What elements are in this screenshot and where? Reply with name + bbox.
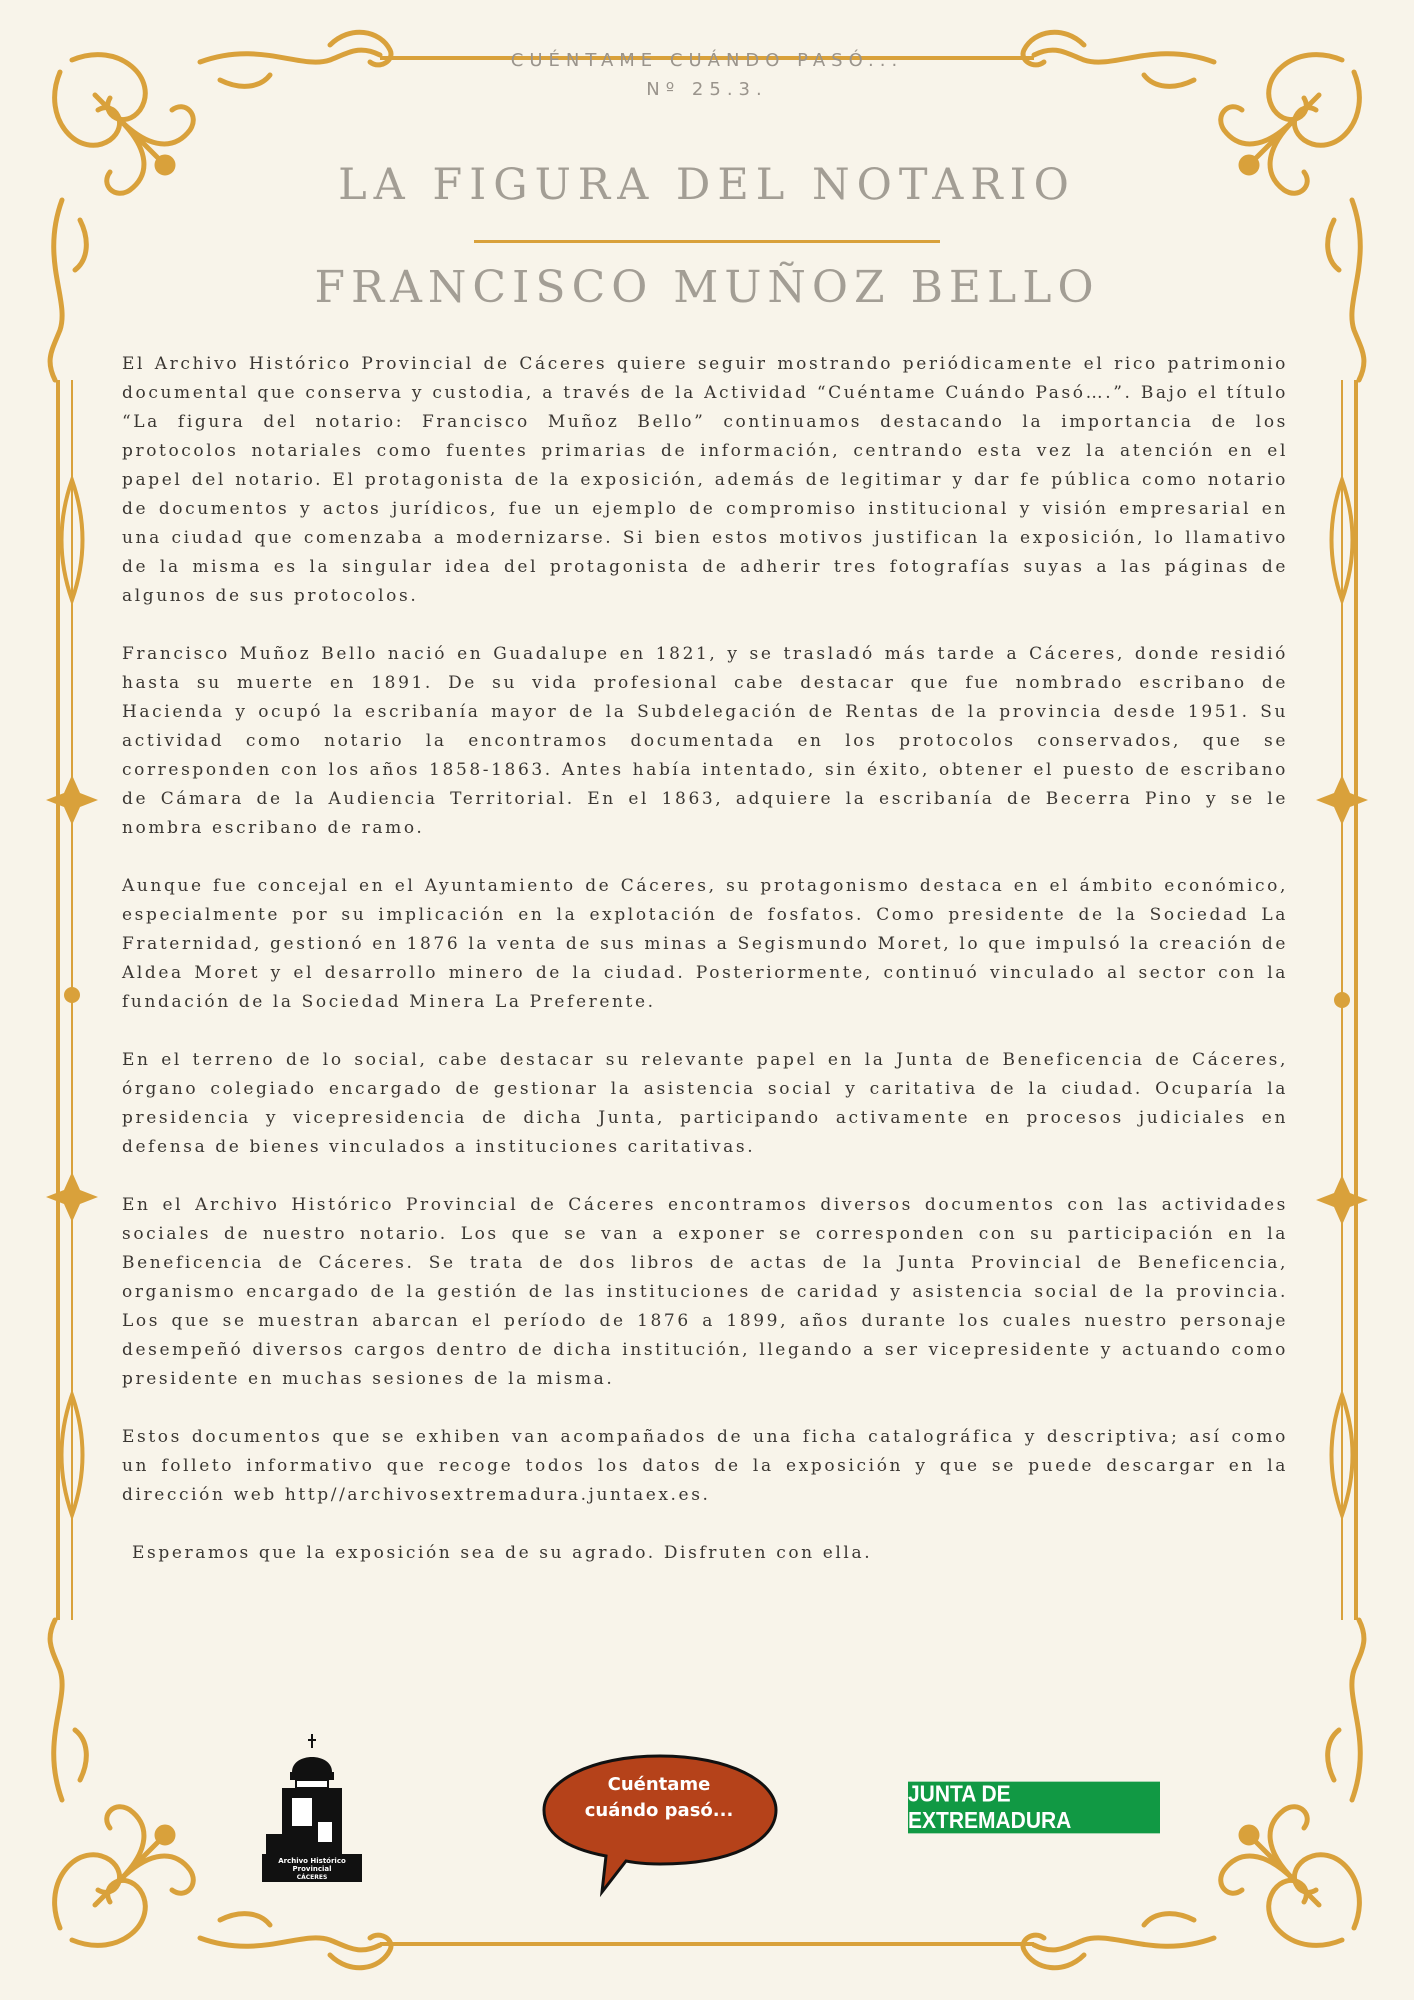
speech-bubble-text (543, 1772, 775, 1824)
junta-extremadura-logo: JUNTA DE EXTREMADURA (908, 1782, 1160, 1834)
archive-logo (262, 1734, 362, 1882)
page-title: LA FIGURA DEL NOTARIO (338, 160, 1076, 210)
archive-logo-line1: Archivo Histórico (278, 1857, 346, 1865)
paragraph-social: En el terreno de lo social, cabe destacar su relevante papel en la Junta de Beneficencia de Cáceres, órgano colegiado encargado de gestionar la asistencia social y caritativa de la ciudad. Ocuparía la presidencia y vicepresidencia de dicha Junta, participando activamente en procesos judiciales en defensa de bienes vinculados a instituciones caritativas. (122, 1050, 1288, 1157)
paragraph-documents: En el Archivo Histórico Provincial de Cáceres encontramos diversos documentos con las actividades sociales de nuestro notario. Los que se van a exponer se corresponden con su participación en la Beneficencia de Cáceres. Se trata de dos libros de actas de la Junta Provincial de Beneficencia, organismo encargado de la gestión de las instituciones de caridad y asistencia social de la provincia. Los que se muestran abarcan el período de 1876 a 1899, años durante los cuales nuestro personaje desempeñó diversos cargos dentro de dicha institución, llegando a ser vicepresidente y actuando como presidente en muchas sesiones de la misma. (122, 1195, 1288, 1389)
paragraph-intro: El Archivo Histórico Provincial de Cáceres quiere seguir mostrando periódicamente el rico patrimonio documental que conserva y custodia, a través de la Actividad “Cuéntame Cuándo Pasó….”. Bajo el título “La figura del notario: Francisco Muñoz Bello” continuamos destacando la importancia de los protocolos notariales como fuentes primarias de información, centrando esta vez la atención en el papel del notario. El protagonista de la exposición, además de legitimar y dar fe pública como notario de documentos y actos jurídicos, fue un ejemplo de compromiso institucional y visión empresarial en una ciudad que comenzaba a modernizarse. Si bien estos motivos justifican la exposición, lo llamativo de la misma es la singular idea del protagonista de adherir tres fotografías suyas a las páginas de algunos de sus protocolos. (122, 354, 1288, 606)
title-divider (474, 240, 940, 243)
series-number: Nº 25.3. (646, 79, 768, 100)
archive-logo-line3: CÁCERES (296, 1874, 328, 1881)
bubble-line-2: cuándo pasó... (584, 1800, 734, 1821)
page-subtitle: FRANCISCO MUÑOZ BELLO (314, 262, 1100, 313)
paragraph-exhibition: Estos documentos que se exhiben van acompañados de una ficha catalográfica y descriptiva; así como un folleto informativo que recoge todos los datos de la exposición y que se puede descargar en la dirección web http//archivosextremadura.juntaex.es. (122, 1427, 1288, 1505)
archive-logo-line2: Provincial (292, 1865, 332, 1873)
series-title: CUÉNTAME CUÁNDO PASÓ... (510, 50, 904, 71)
paragraph-biography: Francisco Muñoz Bello nació en Guadalupe en 1821, y se trasladó más tarde a Cáceres, donde residió hasta su muerte en 1891. De su vida profesional cabe destacar que fue nombrado escribano de Hacienda y ocupó la escribanía mayor de la Subdelegación de Rentas de la provincia desde 1951. Su actividad como notario la encontramos documentada en los protocolos conservados, que se corresponden con los años 1858-1863. Antes había intentado, sin éxito, obtener el puesto de escribano de Cámara de la Audiencia Territorial. En el 1863, adquiere la escribanía de Becerra Pino y se le nombra escribano de ramo. (122, 644, 1288, 838)
body-text (122, 350, 1288, 1597)
bubble-line-1: Cuéntame (607, 1774, 711, 1795)
paragraph-economic: Aunque fue concejal en el Ayuntamiento de Cáceres, su protagonismo destaca en el ámbito económico, especialmente por su implicación en la explotación de fosfatos. Como presidente de la Sociedad La Fraternidad, gestionó en 1876 la venta de sus minas a Segismundo Moret, lo que impulsó la creación de Aldea Moret y el desarrollo minero de la ciudad. Posteriormente, continuó vinculado al sector con la fundación de la Sociedad Minera La Preferente. (122, 876, 1288, 1012)
closing-line: Esperamos que la exposición sea de su agrado. Disfruten con ella. (132, 1543, 873, 1563)
